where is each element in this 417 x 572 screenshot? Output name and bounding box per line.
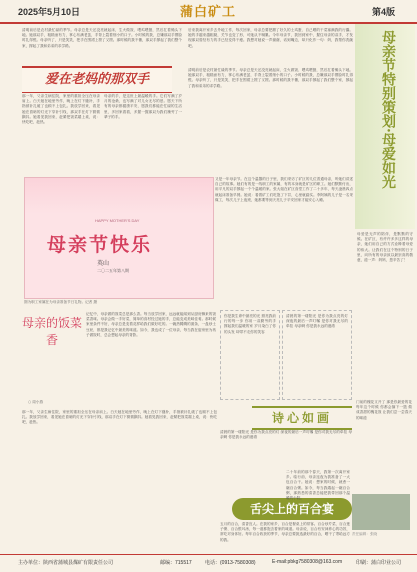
- section2-title: 母亲的饭菜香: [22, 316, 83, 347]
- right-banner-text: 母爱是无声的陪伴，是默默的守候。在矿区，有许许多多这样的母亲，她们用自己的方式诠释着母爱的伟大。让我们在这个特别的日子里，向所有的母亲致以最崇高的敬意，道一声：妈妈，您辛苦了！: [357, 232, 413, 263]
- food-right: 二十年前的那个春天，我第一次离开家乡。临行前，母亲连夜为我准备了一大包百合干。她说：想家的时候，就煮一碗百合粥。如今，每当我端起一碗百合粥，那熟悉的清香总能把我带回那个温暖的小院。: [286, 470, 350, 501]
- masthead: 蒲白矿工: [180, 5, 237, 20]
- poster-author: 英山: [97, 260, 110, 267]
- editor-credit: 责任编辑：张晓: [352, 532, 378, 536]
- poems-cont: 清晨的第一缕阳光 是你为我点亮的灯 深夜的最后一声叮嘱 是你对我无尽的牵挂 母亲啊 你是我永远的港湾: [220, 430, 352, 440]
- poem-box-2: [282, 310, 352, 400]
- poster-caption: 图为职工家属在为母亲准备节日礼物。记者 摄: [24, 300, 98, 304]
- food-photo: [352, 494, 410, 530]
- right-banner: [355, 24, 415, 229]
- issue-date: 2025年5月10日: [18, 7, 81, 17]
- poetry-headline-text: 诗心如画: [271, 411, 332, 425]
- page-header: [0, 0, 417, 24]
- poem-3: 门前的槐花又开了 那是你最爱的花 每年这个时候 你都会摘下一篮 做成香甜的槐花饭 让我们尝一尝春天的味道: [356, 400, 412, 420]
- food-title: 舌尖上的百合宴: [249, 502, 334, 516]
- page-footer: [0, 554, 417, 572]
- right-column-text: 又是一年母亲节。在这个温馨的日子里，我们采访了矿区的几位普通母亲，听她们讲述自己的故事。她们有的是一线职工的家属，有的本身就是矿区的职工。她们默默付出，用平凡的双手撑起一个个温暖的家。张大姐在矿区食堂工作了二十多年，每天凌晨四点就起床准备早餐。她说：看着矿工们吃饱了下井，心里就踏实。李阿姨的儿子是一名采煤工，每次儿子上夜班，她都要等到天亮儿子平安回家才能安心入睡。: [215, 177, 353, 202]
- poem-1: 你是我生命中最亮的光 照亮我前行的每一步 你用一双勤劳的手 撑起我们温暖的家 岁月染白了你的头发 却带不走你的笑容: [224, 314, 276, 334]
- poetry-headline: [252, 406, 352, 430]
- article1-intro-2: 后来我离开家乡去外地工作，每次回家，母亲总要把攒了好久的土鸡蛋、自己晒的干菜塞满我的行囊。她的手越来越粗糙，关节也变了形，可她从不喊累。今年母亲节，我回到家中，握住母亲的双手，才发现那双曾经有力的手已经变得干瘦。我想对她说一声谢谢，话到嘴边，却只化作一句：妈，我帮你洗碗吧。: [188, 28, 353, 48]
- poem-2: 清晨的第一缕阳光 是你为我点亮的灯 深夜的最后一声叮嘱 是你对我无尽的牵挂 母亲啊 你是我永远的港湾: [286, 314, 348, 329]
- article1-intro: 清明前后是农村最忙碌的季节。母亲总是天还没亮就起床，生火做饭、喂鸡喂猪，然后扛着锄头下地。她那双手，粗糙而有力，掌心布满老茧，手背上裂着细小的口子。小时候的我，总嫌那双手摸脸时扎得慌。母亲听了，只是笑笑，把手在围裙上擦了又擦。那时候的我不懂，那双手撑起了我们整个家，撑起了我和弟弟的求学路。: [22, 28, 182, 48]
- section2-body-cont: 那一年，父亲生病住院，家里的重担全压在母亲肩上。白天她在地里劳作，晚上在灯下缝补，手指被针扎破了也顾不上包扎。我放学回来，看见她在昏暗的灯光下穿针引线，那双手在灯下微微颤抖。她看见我回来，赶紧把饭菜端上桌，说：快吃吧，趁热。: [22, 410, 217, 425]
- mothers-day-poster: [24, 177, 214, 299]
- article1-title: 爱在老妈的那双手: [44, 72, 149, 87]
- food-title-bar: [232, 498, 352, 520]
- footer-phone: 电话：(0913-7580308): [205, 560, 256, 566]
- article1-title-bar: [22, 66, 172, 93]
- article1-col1: 那一年，父亲生病住院，家里的重担全压在母亲肩上。白天她在地里劳作，晚上在灯下缝补，手指被针扎破了也顾不上包扎。我放学回来，看见她在昏暗的灯光下穿针引线，那双手在灯下微微颤抖。她看见我回来，赶紧把饭菜端上桌，说：快吃吧，趁热。: [22, 94, 100, 125]
- article1-col2: 母亲的手，是这世上最温暖的手。它们写满了岁月的沧桑，也写满了对儿女无尽的爱。愿天下所有的母亲都健康平安，愿我们都能在忙碌的生活里，多回家看看，多握一握那双为我们操劳了一辈子的手。: [104, 94, 182, 119]
- right-banner-title: 母亲节特别策划·母爱如光: [380, 30, 396, 189]
- section2-author: ○ 周小燕: [28, 400, 44, 404]
- footer-post: 邮编：715517: [160, 560, 192, 566]
- flower-decoration: [25, 178, 213, 214]
- poster-subtitle: 二〇二五年第八期: [97, 268, 129, 273]
- poem-box-1: [220, 310, 280, 400]
- food-body: 五月的百合，清香宜人。在我的家乡，百合是餐桌上的常客。百合炒芹菜、百合莲子粥、百合银耳汤，每一道都饱含着家的味道。母亲说，百合有安神养心的功效，常吃对身体好。每年百合收获的季节，母亲总要挑选最好的百合，晒干了寄给远方的我。: [220, 522, 350, 542]
- page-number: 第4版: [371, 7, 395, 17]
- footer-print: 印刷：蒲白印业公司: [356, 560, 402, 566]
- footer-email: E-mail:pbkg7580308@163.com: [272, 559, 343, 565]
- poster-english: HAPPY MOTHER'S DAY: [95, 218, 140, 223]
- poster-headline: 母亲节快乐: [47, 234, 153, 256]
- section2-body: 记忆中，母亲做的饭菜总是那么香。每当放学回家，远远就能闻到从厨房飘来的饭菜香味。母亲会做一手好菜，简单的食材经过她的手，总能变成美味佳肴。那时候家里条件不好，母亲总是变着花样给我们做好吃的。一碗热腾腾的面条，一盘炒土豆丝，都是我记忆中最美的味道。如今，我也成了一位母亲，每当我在厨房里为孩子做饭时，总会想起母亲的背影。: [86, 312, 216, 337]
- footer-unit: 主办单位：陕西省蒲城县煤矿有限责任公司: [18, 560, 114, 566]
- article1-col3: 清明前后是农村最忙碌的季节。母亲总是天还没亮就起床，生火做饭、喂鸡喂猪，然后扛着锄头下地。她那双手，粗糙而有力，掌心布满老茧，手背上裂着细小的口子。小时候的我，总嫌那双手摸脸时扎得慌。母亲听了，只是笑笑，把手在围裙上擦了又擦。那时候的我不懂，那双手撑起了我们整个家，撑起了我和弟弟的求学路。: [188, 68, 353, 88]
